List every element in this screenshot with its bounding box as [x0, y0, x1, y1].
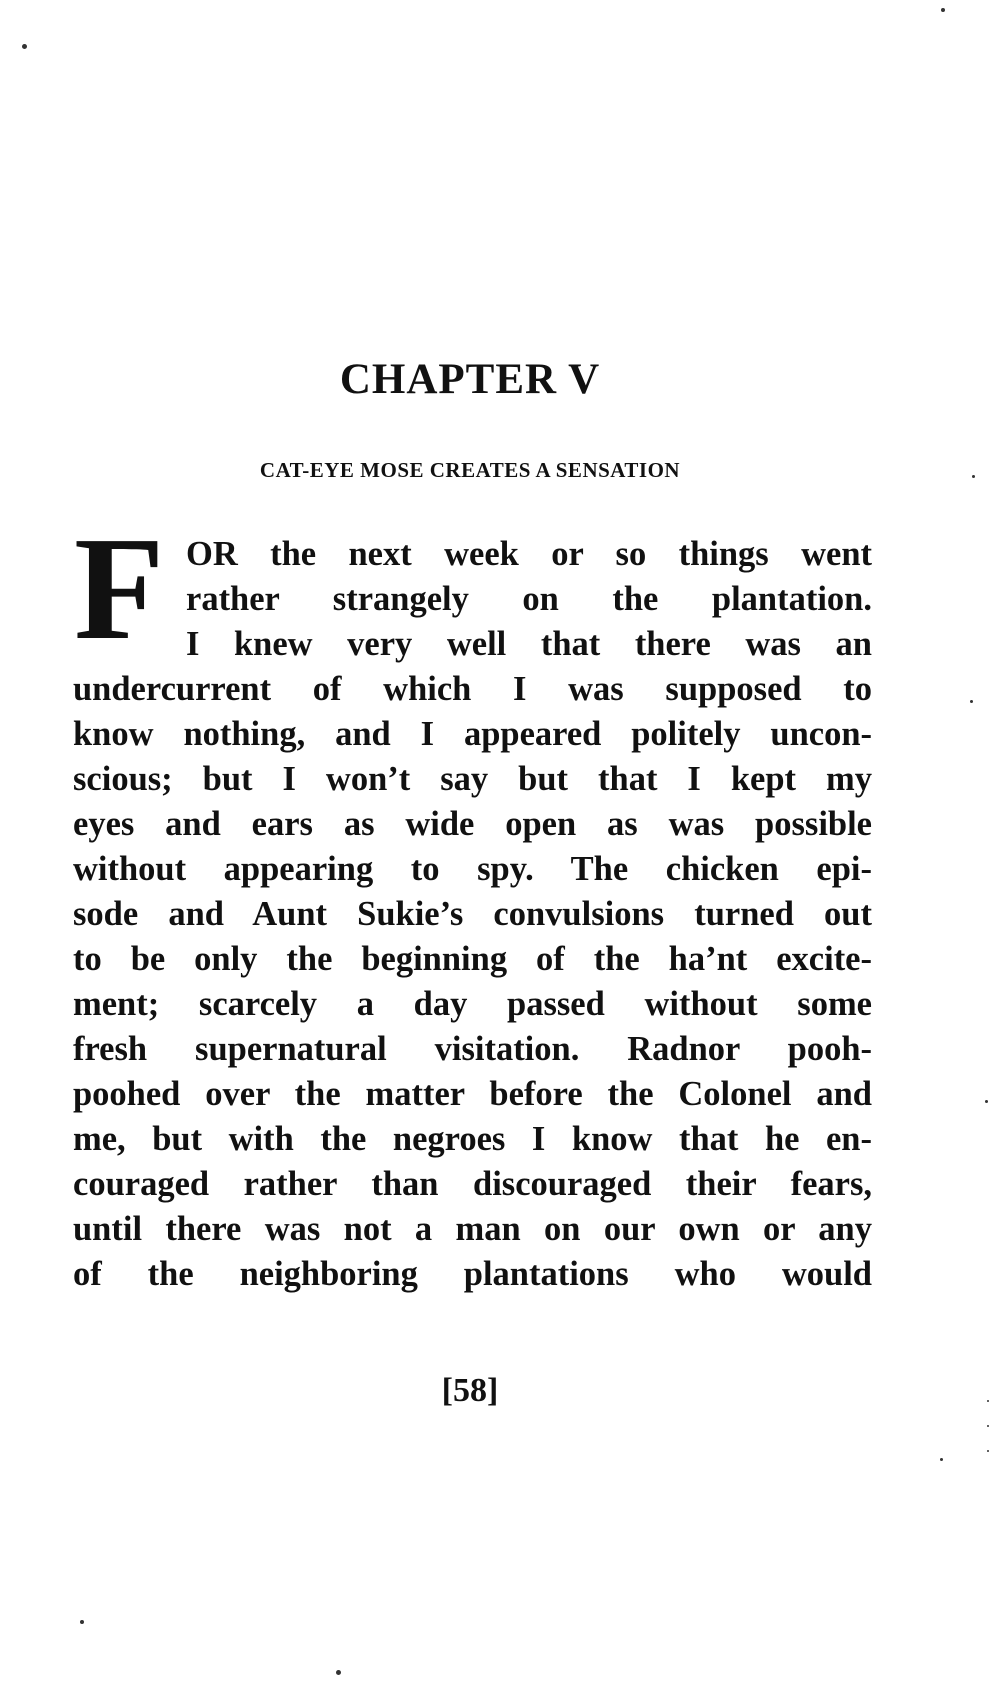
- body-line: know nothing, and I appeared politely uncon-: [73, 715, 872, 753]
- body-line: rather strangely on the plantation.: [186, 580, 872, 618]
- chapter-title: CHAPTER V: [339, 356, 601, 403]
- body-line: me, but with the negroes I know that he en-: [73, 1120, 872, 1158]
- scan-speck: [987, 1400, 989, 1402]
- body-line: poohed over the matter before the Colonel and: [73, 1075, 872, 1113]
- scan-speck: [22, 44, 27, 49]
- body-line: until there was not a man on our own or any: [73, 1210, 872, 1248]
- chapter-subtitle: CAT-EYE MOSE CREATES A SENSATION: [259, 458, 681, 482]
- body-line: ment; scarcely a day passed without some: [73, 985, 872, 1023]
- scan-speck: [940, 1458, 943, 1461]
- scan-speck: [987, 1450, 989, 1452]
- body-line: couraged rather than discouraged their fears,: [73, 1165, 872, 1203]
- body-line: eyes and ears as wide open as was possible: [73, 805, 872, 843]
- scan-speck: [336, 1670, 341, 1675]
- body-line: scious; but I won’t say but that I kept my: [73, 760, 872, 798]
- page-number: [58]: [441, 1372, 499, 1409]
- scan-speck: [970, 700, 973, 703]
- body-line: I knew very well that there was an: [186, 625, 872, 663]
- body-line: sode and Aunt Sukie’s convulsions turned out: [73, 895, 872, 933]
- drop-cap: F: [74, 507, 165, 671]
- body-line: of the neighboring plantations who would: [73, 1255, 872, 1293]
- scan-speck: [941, 8, 945, 12]
- body-line: to be only the beginning of the ha’nt excite-: [73, 940, 872, 978]
- body-line: fresh supernatural visitation. Radnor pooh-: [73, 1030, 872, 1068]
- body-line: undercurrent of which I was supposed to: [73, 670, 872, 708]
- body-line: without appearing to spy. The chicken epi-: [73, 850, 872, 888]
- scan-speck: [985, 1100, 988, 1103]
- body-line: OR the next week or so things went: [186, 535, 872, 573]
- scan-speck: [987, 1425, 989, 1427]
- scan-speck: [972, 475, 975, 478]
- scan-speck: [80, 1620, 84, 1624]
